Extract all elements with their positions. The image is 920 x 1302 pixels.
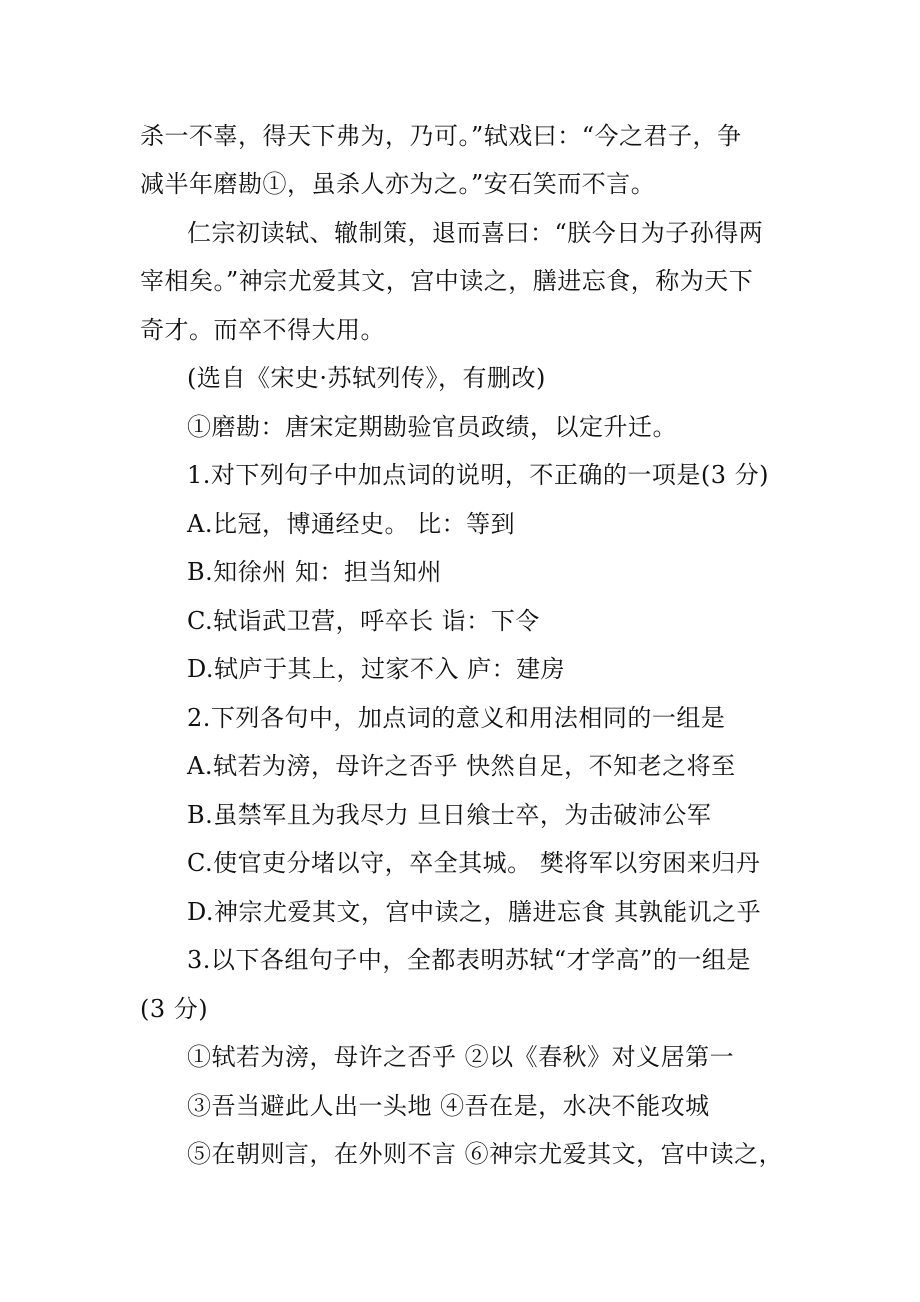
option-line: C.轼诣武卫营，呼卒长 诣：下令 (187, 607, 540, 635)
option-line: A.比冠，博通经史。 比：等到 (187, 510, 516, 538)
option-line: ⑤在朝则言，在外则不言 ⑥神宗尤爱其文，宫中读之， (187, 1140, 784, 1168)
option-line: D.神宗尤爱其文，宫中读之，膳进忘食 其孰能讥之乎 (187, 898, 762, 926)
option-line: B.虽禁军且为我尽力 旦日飨士卒，为击破沛公军 (187, 801, 712, 829)
question-3: 3.以下各组句子中，全都表明苏轼“才学高”的一组是 (187, 946, 751, 974)
question-1: 1.对下列句子中加点词的说明，不正确的一项是(3 分) (187, 461, 770, 489)
text-line: 奇才。而卒不得大用。 (140, 316, 385, 344)
text-line: 宰相矣。”神宗尤爱其文，宫中读之，膳进忘食，称为天下 (140, 267, 754, 295)
text-line: 杀一不辜，得天下弗为，乃可。”轼戏曰：“今之君子，争 (140, 122, 742, 150)
option-line: ①轼若为滂，母许之否乎 ②以《春秋》对义居第一 (187, 1043, 735, 1071)
source-citation: (选自《宋史·苏轼列传》，有删改) (187, 364, 546, 392)
option-line: ③吾当避此人出一头地 ④吾在是，水决不能攻城 (187, 1092, 710, 1120)
question-2: 2.下列各句中，加点词的意义和用法相同的一组是 (187, 704, 726, 732)
option-line: A.轼若为滂，母许之否乎 快然自足，不知老之将至 (187, 752, 736, 780)
footnote: ①磨勘：唐宋定期勘验官员政绩，以定升迁。 (187, 413, 677, 441)
text-line: 仁宗初读轼、辙制策，退而喜曰：“朕今日为子孙得两 (187, 219, 764, 247)
text-line: (3 分) (140, 995, 209, 1023)
option-line: C.使官吏分堵以守，卒全其城。 樊将军以穷困来归丹 (187, 849, 761, 877)
option-line: B.知徐州 知：担当知州 (187, 558, 442, 586)
text-line: 减半年磨勘①，虽杀人亦为之。”安石笑而不言。 (140, 170, 656, 198)
option-line: D.轼庐于其上，过家不入 庐：建房 (187, 655, 566, 683)
